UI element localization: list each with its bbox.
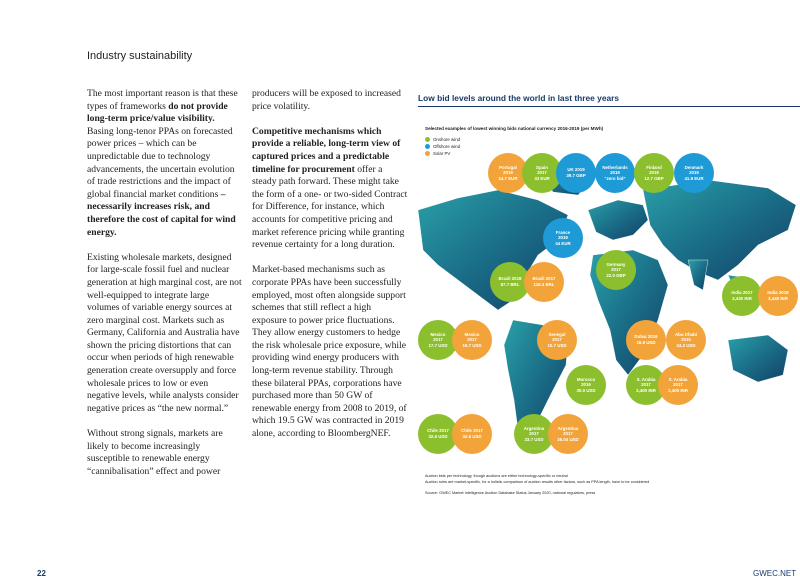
bid-bubble	[566, 365, 606, 405]
bid-bubble	[722, 276, 762, 316]
bubble-value: 32.5 USD	[462, 434, 482, 439]
bubble-value: 16.9 USD	[636, 340, 656, 345]
bubble-value: 32.5 USD	[428, 434, 448, 439]
bid-bubble	[634, 153, 674, 193]
bid-bubble	[666, 320, 706, 360]
bubble-value: 2,400 INR	[636, 387, 656, 393]
bubble-year: 2017	[552, 337, 562, 343]
bubble-value: 22.0 GBP	[606, 272, 626, 278]
bubble-name: Chile 2017	[427, 428, 449, 434]
bubble-name: France	[555, 229, 571, 235]
bubble-name: Dubai 2019	[634, 334, 658, 340]
bubble-name: Argentina	[523, 425, 545, 431]
bubble-name: Spain	[536, 164, 548, 170]
bid-bubble	[524, 262, 564, 302]
bubble-value: 39.7 GBP	[566, 173, 586, 178]
bid-bubble	[548, 414, 588, 454]
bubble-name: Germany	[606, 261, 626, 267]
bubble-value: 2,440 INR	[768, 296, 788, 301]
bubble-name: Finland	[646, 164, 662, 170]
bubble-value: 44 EUR	[555, 240, 571, 246]
bubble-value: 35.04 USD	[557, 436, 579, 442]
bubble-name: S. Arabia	[668, 376, 688, 382]
bubble-year: 2017	[467, 337, 477, 343]
bid-bubble	[758, 276, 798, 316]
legend-label: Onshore wind	[433, 137, 461, 142]
text: The most important reason is that these types of frameworks	[87, 88, 238, 112]
bubble-name: Denmark	[684, 164, 704, 170]
paragraph	[252, 126, 408, 252]
bubble-value: 10.7 USD	[547, 342, 567, 348]
bubble-value: “zero bid”	[604, 175, 626, 181]
bubble-value: 17.7 USD	[428, 342, 448, 348]
paragraph: Market-based mechanisms such as corporate PPAs have been successfully employed, most often alongside support schemes that still reflect a high exposure to power price fluctuations. They allow energy customers to hedge the risk wholesale price exposure, while providing wind energy producers with long-term revenue stability. Through these bilateral PPAs, corporations have purchased more than 50 GW of renewable energy from 2008 to 2019, of which 19.5 GW was contracted in 2019 alone, according to BloombergNEF.	[252, 264, 407, 440]
india-shape	[688, 260, 708, 290]
bubble-name: Brazil 2017	[532, 276, 556, 282]
australia-shape	[728, 335, 788, 382]
bubble-year: 2019	[610, 170, 620, 176]
text: Basing long-tenor PPAs on forecasted power prices – which can be unpredictable due to technology advancements, the uncertain evolution of trade restrictions and the impact of global financial market conditions	[87, 125, 235, 200]
legend-label: Solar PV	[433, 151, 451, 156]
bubble-name: UK 2019	[567, 167, 585, 173]
onshore-dot-icon	[425, 137, 430, 142]
bubble-year: 2017	[563, 431, 573, 437]
figure-note: Auction bids per technology, though auctions are either technology-specific or neutral	[425, 474, 568, 478]
bubble-name: Morocco	[576, 376, 596, 382]
bubble-value: 67.7 BRL	[500, 282, 520, 287]
bubble-value: 118.4 BRL	[533, 282, 555, 287]
page-number: 22	[37, 569, 46, 578]
bubble-year: 2019	[689, 170, 699, 176]
bid-bubble	[596, 250, 636, 290]
bubble-year: 2016	[581, 382, 591, 388]
bubble-year: 2016	[681, 337, 691, 343]
bubble-name: S. Arabia	[636, 376, 656, 382]
europe-shape	[588, 200, 648, 240]
legend-label: Offshore wind	[433, 144, 461, 149]
bid-bubble	[452, 414, 492, 454]
bubble-value: 12.7 GBP	[644, 175, 664, 181]
bubble-year: 2019	[558, 235, 568, 241]
bubble-name: Netherlands	[602, 164, 628, 170]
bubble-year: 2019	[503, 170, 513, 176]
bubble-year: 2017	[611, 267, 621, 273]
figure-legend	[425, 136, 460, 157]
bubble-value: 2,430 INR	[732, 296, 752, 301]
bid-bubble	[595, 153, 635, 193]
bubble-value: 2,400 INR	[668, 387, 688, 393]
figure-source: Source: GWEC Market Intelligence Auction Database Status January 2020, national regulators, press	[425, 491, 596, 495]
bold-text: do not provide long-term price/value visibility.	[87, 100, 228, 125]
bid-bubble	[543, 218, 583, 258]
bid-bubble	[658, 365, 698, 405]
bubble-name: India 2018	[767, 290, 789, 296]
figure-title: Low bid levels around the world in last three years	[418, 93, 620, 103]
bubble-name: Chile 2017	[461, 428, 483, 434]
bubble-value: 41.9 EUR	[684, 175, 704, 181]
figure-note: Auction rules are market-specific, for a holistic comparison of auction results other factors, such as PPA length, have to be considered	[425, 480, 650, 484]
bubble-value: 33.7 USD	[524, 436, 544, 442]
bubble-year: 2017	[641, 382, 651, 388]
bubble-value: 30.0 USD	[576, 387, 596, 393]
bubble-name: India 2017	[731, 290, 753, 296]
legend-item	[425, 150, 460, 157]
text-column-1	[87, 88, 243, 491]
bubble-value: 19.7 USD	[462, 342, 482, 348]
bubble-name: Mexico	[464, 331, 480, 337]
bid-bubble	[674, 153, 714, 193]
bubble-value: 33 EUR	[534, 175, 550, 181]
solar-dot-icon	[425, 151, 430, 156]
bubble-name: Brazil 2018	[498, 276, 522, 282]
paragraph: Existing wholesale markets, designed for large-scale fossil fuel and nuclear generation at high marginal cost, are not well-equipped to integrate large volumes of variable energy sources at zero marginal cost. Markets such as Germany, California and Australia have shown the pricing distortions that can occur when periods of high renewable generation create oversupply and force wholesale prices to low or even negative levels, while analysts consider negative prices as “the new normal.”	[87, 251, 242, 414]
bubble-year: 2017	[673, 382, 683, 388]
bubble-year: 2019	[649, 170, 659, 176]
figure-subtitle: Selected examples of lowest winning bids national currency 2016-2019 (per MWh)	[425, 126, 604, 131]
bid-bubble	[452, 320, 492, 360]
paragraph	[87, 88, 243, 239]
bubble-year: 2017	[537, 170, 547, 176]
bubble-value: 14.7 EUR	[498, 175, 518, 181]
bubble-year: 2017	[529, 431, 539, 437]
bid-bubble	[626, 320, 666, 360]
offshore-dot-icon	[425, 144, 430, 149]
paragraph: producers will be exposed to increased price volatility.	[252, 88, 401, 112]
site-link[interactable]: GWEC.NET	[753, 569, 797, 578]
bubble-name: Senegal	[548, 331, 566, 337]
text: offer a steady path forward. These might take the form of a one- or two-sided Contract for Difference, for instance, which accounts for competitive pricing and market reference pricing while granting revenue certainty for a long duration.	[252, 163, 408, 251]
bid-bubble	[556, 153, 596, 193]
bid-bubble	[537, 320, 577, 360]
bold-text: – necessarily increases risk, and therefore the cost of capital for wind energy.	[87, 188, 236, 238]
legend-item	[425, 143, 460, 150]
bubble-name: Argentina	[557, 425, 579, 431]
bubble-value: 24.2 USD	[676, 342, 696, 348]
text-column-2	[252, 88, 408, 453]
asia-shape	[643, 180, 796, 280]
paragraph: Without strong signals, markets are likely to become increasingly susceptible to renewable energy “cannibalisation” effect and power	[87, 428, 223, 477]
section-header: Industry sustainability	[87, 50, 193, 62]
bubble-year: 2017	[433, 337, 443, 343]
bubble-name: Abu Dhabi	[675, 331, 697, 337]
bubble-name: Portugal	[499, 164, 517, 170]
figure-divider	[418, 106, 800, 107]
bold-text: Competitive mechanisms which provide a reliable, long-term view of captured prices and a predictable timeline for procurement	[252, 125, 401, 175]
bubble-name: Mexico	[430, 331, 446, 337]
legend-item	[425, 136, 460, 143]
